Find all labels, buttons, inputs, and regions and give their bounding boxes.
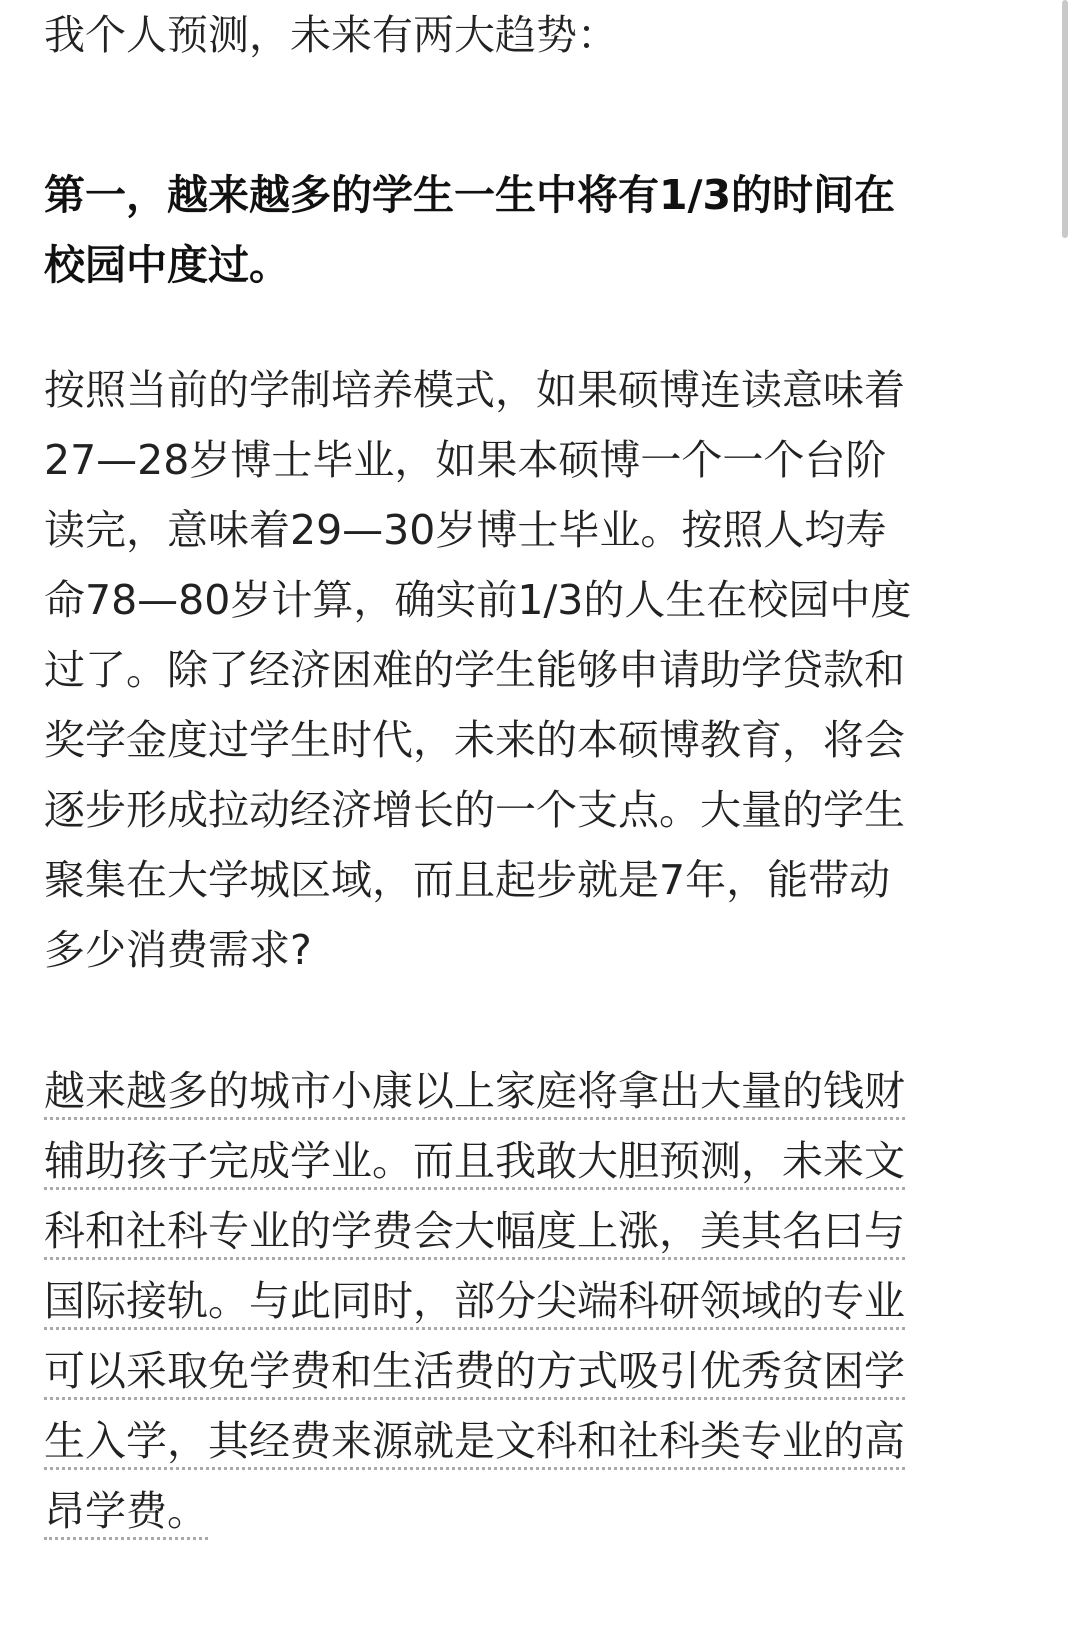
paragraph-line: 按照当前的学制培养模式，如果硕博连读意味着 [44, 366, 905, 414]
paragraph-line: 多少消费需求? [44, 926, 312, 974]
highlighted-text: 辅助孩子完成学业。而且我敢大胆预测，未来文 [44, 1137, 905, 1190]
highlighted-text: 科和社科专业的学费会大幅度上涨，美其名曰与 [44, 1207, 905, 1260]
paragraph-line: 读完，意味着29—30岁博士毕业。按照人均寿 [44, 506, 887, 554]
highlighted-line [44, 1196, 905, 1266]
heading-line: 校园中度过。 [44, 241, 290, 289]
intro-text [44, 0, 618, 70]
highlighted-text: 昂学费。 [44, 1487, 208, 1540]
body-paragraph-1 [44, 355, 911, 985]
paragraph-line: 过了。除了经济困难的学生能够申请助学贷款和 [44, 646, 905, 694]
paragraph-line: 聚集在大学城区域，而且起步就是7年，能带动 [44, 856, 891, 904]
highlighted-line [44, 1476, 905, 1546]
highlighted-line [44, 1056, 905, 1126]
intro-line: 我个人预测，未来有两大趋势： [44, 11, 618, 59]
body-paragraph-2-highlighted[interactable] [44, 1056, 905, 1546]
heading-line: 第一，越来越多的学生一生中将有1/3的时间在 [44, 171, 896, 219]
highlighted-line [44, 1336, 905, 1406]
highlighted-text: 越来越多的城市小康以上家庭将拿出大量的钱财 [44, 1067, 905, 1120]
paragraph-line: 命78—80岁计算，确实前1/3的人生在校园中度 [44, 576, 912, 624]
section-heading [44, 160, 895, 300]
highlighted-text: 可以采取免学费和生活费的方式吸引优秀贫困学 [44, 1347, 905, 1400]
paragraph-line: 逐步形成拉动经济增长的一个支点。大量的学生 [44, 786, 905, 834]
highlighted-line [44, 1266, 905, 1336]
highlighted-text: 国际接轨。与此同时，部分尖端科研领域的专业 [44, 1277, 905, 1330]
paragraph-line: 27—28岁博士毕业，如果本硕博一个一个台阶 [44, 436, 887, 484]
highlighted-line [44, 1126, 905, 1196]
highlighted-line [44, 1406, 905, 1476]
paragraph-line: 奖学金度过学生时代，未来的本硕博教育，将会 [44, 716, 905, 764]
highlighted-text: 生入学，其经费来源就是文科和社科类专业的高 [44, 1417, 905, 1470]
scrollbar-thumb[interactable] [1062, 0, 1068, 238]
